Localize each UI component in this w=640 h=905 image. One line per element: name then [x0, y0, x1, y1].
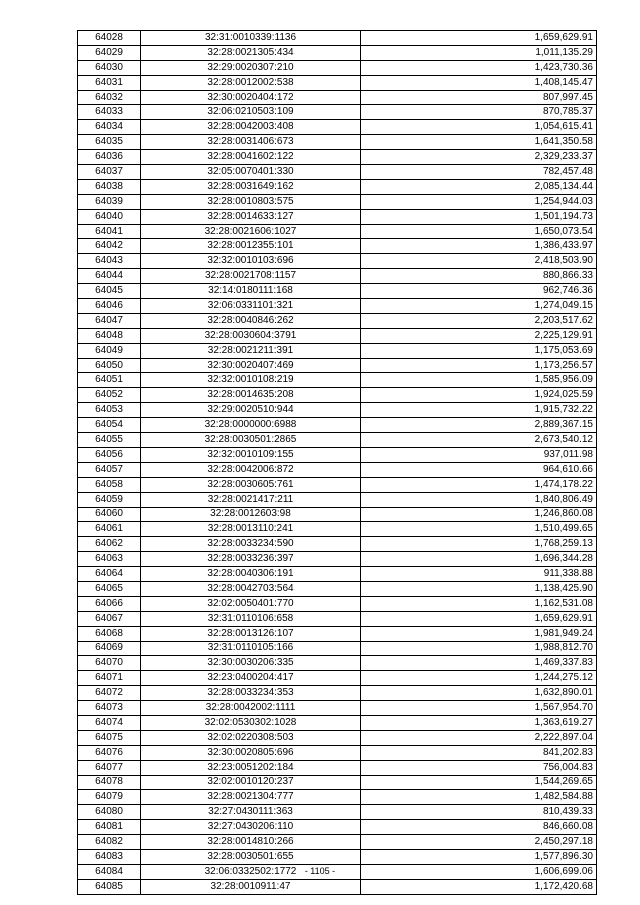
row-number-cell: 64038: [78, 179, 141, 194]
table-row: [78, 805, 597, 820]
cadastral-number-cell: 32:28:0021305:434: [141, 45, 361, 60]
row-number-cell: 64043: [78, 254, 141, 269]
value-cell: 2,673,540.12: [361, 433, 597, 448]
value-cell: 1,577,896.30: [361, 849, 597, 864]
table-row: [78, 194, 597, 209]
value-cell: 2,203,517.62: [361, 313, 597, 328]
table-row: [78, 641, 597, 656]
table-row: [78, 60, 597, 75]
cadastral-number-cell: 32:28:0012002:538: [141, 75, 361, 90]
value-cell: 1,768,259.13: [361, 537, 597, 552]
cadastral-number-cell: 32:28:0013126:107: [141, 626, 361, 641]
table-row: [78, 343, 597, 358]
value-cell: 1,054,615.41: [361, 120, 597, 135]
row-number-cell: 64074: [78, 715, 141, 730]
table-row: [78, 224, 597, 239]
value-cell: 1,510,499.65: [361, 522, 597, 537]
value-cell: 2,225,129.91: [361, 328, 597, 343]
value-cell: 1,650,073.54: [361, 224, 597, 239]
cadastral-number-cell: 32:30:0020805:696: [141, 745, 361, 760]
value-cell: 1,254,944.03: [361, 194, 597, 209]
row-number-cell: 64084: [78, 864, 141, 879]
table-row: [78, 150, 597, 165]
table-row: [78, 745, 597, 760]
cadastral-number-cell: 32:14:0180111:168: [141, 284, 361, 299]
cadastral-number-cell: 32:28:0012603:98: [141, 507, 361, 522]
cadastral-number-cell: 32:28:0033234:590: [141, 537, 361, 552]
table-row: [78, 835, 597, 850]
table-row: [78, 269, 597, 284]
row-number-cell: 64047: [78, 313, 141, 328]
row-number-cell: 64071: [78, 671, 141, 686]
value-cell: 2,418,503.90: [361, 254, 597, 269]
value-cell: 962,746.36: [361, 284, 597, 299]
row-number-cell: 64058: [78, 477, 141, 492]
cadastral-number-cell: 32:28:0042703:564: [141, 581, 361, 596]
value-cell: 841,202.83: [361, 745, 597, 760]
table-row: [78, 701, 597, 716]
table-row: [78, 671, 597, 686]
table-row: [78, 522, 597, 537]
value-cell: 1,501,194.73: [361, 209, 597, 224]
value-cell: 2,085,134.44: [361, 179, 597, 194]
table-row: [78, 730, 597, 745]
row-number-cell: 64076: [78, 745, 141, 760]
row-number-cell: 64032: [78, 90, 141, 105]
cadastral-number-cell: 32:02:0220308:503: [141, 730, 361, 745]
value-cell: 1,246,860.08: [361, 507, 597, 522]
cadastral-number-cell: 32:27:0430206:110: [141, 820, 361, 835]
row-number-cell: 64051: [78, 373, 141, 388]
value-cell: 1,408,145.47: [361, 75, 597, 90]
cadastral-number-cell: 32:28:0042006:872: [141, 462, 361, 477]
value-cell: 807,997.45: [361, 90, 597, 105]
cadastral-number-cell: 32:30:0020407:469: [141, 358, 361, 373]
row-number-cell: 64067: [78, 611, 141, 626]
table-row: [78, 552, 597, 567]
row-number-cell: 64083: [78, 849, 141, 864]
table-row: [78, 790, 597, 805]
table-row: [78, 105, 597, 120]
row-number-cell: 64080: [78, 805, 141, 820]
value-cell: 1,423,730.36: [361, 60, 597, 75]
cadastral-number-cell: 32:31:0110106:658: [141, 611, 361, 626]
value-cell: 1,981,949.24: [361, 626, 597, 641]
cadastral-number-cell: 32:02:0530302:1028: [141, 715, 361, 730]
table-row: [78, 120, 597, 135]
value-cell: 846,660.08: [361, 820, 597, 835]
row-number-cell: 64039: [78, 194, 141, 209]
value-cell: 937,011.98: [361, 447, 597, 462]
table-row: [78, 849, 597, 864]
table-row: [78, 537, 597, 552]
value-cell: 810,439.33: [361, 805, 597, 820]
value-cell: 756,004.83: [361, 760, 597, 775]
row-number-cell: 64055: [78, 433, 141, 448]
cadastral-number-cell: 32:06:0332502:1772: [141, 864, 361, 879]
table-row: [78, 254, 597, 269]
row-number-cell: 64056: [78, 447, 141, 462]
value-cell: 1,173,256.57: [361, 358, 597, 373]
cadastral-number-cell: 32:28:0042002:1111: [141, 701, 361, 716]
row-number-cell: 64063: [78, 552, 141, 567]
table-row: [78, 358, 597, 373]
row-number-cell: 64050: [78, 358, 141, 373]
row-number-cell: 64065: [78, 581, 141, 596]
cadastral-number-cell: 32:28:0031406:673: [141, 135, 361, 150]
cadastral-number-cell: 32:32:0010103:696: [141, 254, 361, 269]
row-number-cell: 64079: [78, 790, 141, 805]
cadastral-number-cell: 32:28:0021708:1157: [141, 269, 361, 284]
table-row: [78, 477, 597, 492]
value-cell: 1,363,619.27: [361, 715, 597, 730]
value-cell: 2,889,367.15: [361, 418, 597, 433]
cadastral-number-cell: 32:06:0210503:109: [141, 105, 361, 120]
row-number-cell: 64068: [78, 626, 141, 641]
row-number-cell: 64064: [78, 567, 141, 582]
value-cell: 782,457.48: [361, 165, 597, 180]
cadastral-number-cell: 32:30:0030206:335: [141, 656, 361, 671]
row-number-cell: 64077: [78, 760, 141, 775]
value-cell: 1,011,135.29: [361, 45, 597, 60]
row-number-cell: 64036: [78, 150, 141, 165]
value-cell: 2,222,897.04: [361, 730, 597, 745]
value-cell: 1,244,275.12: [361, 671, 597, 686]
table-row: [78, 507, 597, 522]
row-number-cell: 64031: [78, 75, 141, 90]
cadastral-number-cell: 32:28:0021606:1027: [141, 224, 361, 239]
cadastral-number-cell: 32:23:0051202:184: [141, 760, 361, 775]
table-row: [78, 165, 597, 180]
table-row: [78, 31, 597, 46]
value-cell: 1,386,433.97: [361, 239, 597, 254]
table-body: [78, 31, 597, 895]
table-row: [78, 388, 597, 403]
cadastral-number-cell: 32:28:0014633:127: [141, 209, 361, 224]
table-row: [78, 328, 597, 343]
cadastral-number-cell: 32:30:0020404:172: [141, 90, 361, 105]
row-number-cell: 64070: [78, 656, 141, 671]
cadastral-number-cell: 32:29:0020510:944: [141, 403, 361, 418]
table-row: [78, 879, 597, 894]
row-number-cell: 64085: [78, 879, 141, 894]
value-cell: 880,866.33: [361, 269, 597, 284]
cadastral-number-cell: 32:29:0020307:210: [141, 60, 361, 75]
table-row: [78, 462, 597, 477]
table-row: [78, 447, 597, 462]
cadastral-number-cell: 32:05:0070401:330: [141, 165, 361, 180]
value-cell: 1,274,049.15: [361, 299, 597, 314]
row-number-cell: 64061: [78, 522, 141, 537]
cadastral-number-cell: 32:28:0010911:47: [141, 879, 361, 894]
table-row: [78, 239, 597, 254]
value-cell: 2,450,297.18: [361, 835, 597, 850]
value-cell: 1,696,344.28: [361, 552, 597, 567]
value-cell: 1,162,531.08: [361, 596, 597, 611]
cadastral-number-cell: 32:28:0030501:2865: [141, 433, 361, 448]
cadastral-number-cell: 32:28:0031649:162: [141, 179, 361, 194]
value-cell: 1,606,699.06: [361, 864, 597, 879]
page-number: - 1105 -: [304, 866, 336, 876]
value-cell: 1,474,178.22: [361, 477, 597, 492]
row-number-cell: 64057: [78, 462, 141, 477]
value-cell: 870,785.37: [361, 105, 597, 120]
row-number-cell: 64046: [78, 299, 141, 314]
row-number-cell: 64045: [78, 284, 141, 299]
table-row: [78, 90, 597, 105]
table-row: [78, 715, 597, 730]
cadastral-number-cell: 32:32:0010109:155: [141, 447, 361, 462]
cadastral-number-cell: 32:23:0400204:417: [141, 671, 361, 686]
table-row: [78, 581, 597, 596]
row-number-cell: 64054: [78, 418, 141, 433]
row-number-cell: 64066: [78, 596, 141, 611]
value-cell: 1,915,732.22: [361, 403, 597, 418]
value-cell: 964,610.66: [361, 462, 597, 477]
value-cell: 1,567,954.70: [361, 701, 597, 716]
cadastral-number-cell: 32:28:0033234:353: [141, 686, 361, 701]
value-cell: 1,482,584.88: [361, 790, 597, 805]
table-row: [78, 626, 597, 641]
table-row: [78, 820, 597, 835]
row-number-cell: 64028: [78, 31, 141, 46]
row-number-cell: 64060: [78, 507, 141, 522]
table-row: [78, 403, 597, 418]
table-row: [78, 656, 597, 671]
row-number-cell: 64081: [78, 820, 141, 835]
row-number-cell: 64073: [78, 701, 141, 716]
table-row: [78, 492, 597, 507]
value-cell: 2,329,233.37: [361, 150, 597, 165]
cadastral-number-cell: 32:28:0033236:397: [141, 552, 361, 567]
value-cell: 1,659,629.91: [361, 611, 597, 626]
cadastral-number-cell: 32:28:0021417:211: [141, 492, 361, 507]
row-number-cell: 64052: [78, 388, 141, 403]
row-number-cell: 64040: [78, 209, 141, 224]
cadastral-number-cell: 32:27:0430111:363: [141, 805, 361, 820]
row-number-cell: 64030: [78, 60, 141, 75]
table-row: [78, 418, 597, 433]
row-number-cell: 64062: [78, 537, 141, 552]
row-number-cell: 64048: [78, 328, 141, 343]
cadastral-number-cell: 32:28:0021211:391: [141, 343, 361, 358]
cadastral-number-cell: 32:02:0010120:237: [141, 775, 361, 790]
cadastral-number-cell: 32:31:0010339:1136: [141, 31, 361, 46]
row-number-cell: 64082: [78, 835, 141, 850]
cadastral-number-cell: 32:28:0030605:761: [141, 477, 361, 492]
value-cell: 1,544,269.65: [361, 775, 597, 790]
cadastral-number-cell: 32:32:0010108:219: [141, 373, 361, 388]
cadastral-number-cell: 32:02:0050401:770: [141, 596, 361, 611]
value-cell: 1,659,629.91: [361, 31, 597, 46]
cadastral-number-cell: 32:28:0000000:6988: [141, 418, 361, 433]
value-cell: 1,469,337.83: [361, 656, 597, 671]
row-number-cell: 64044: [78, 269, 141, 284]
table-row: [78, 209, 597, 224]
row-number-cell: 64033: [78, 105, 141, 120]
table-row: [78, 313, 597, 328]
value-cell: 1,924,025.59: [361, 388, 597, 403]
row-number-cell: 64059: [78, 492, 141, 507]
row-number-cell: 64069: [78, 641, 141, 656]
row-number-cell: 64072: [78, 686, 141, 701]
cadastral-number-cell: 32:28:0040306:191: [141, 567, 361, 582]
cadastral-number-cell: 32:28:0012355:101: [141, 239, 361, 254]
cadastral-number-cell: 32:28:0013110:241: [141, 522, 361, 537]
cadastral-number-cell: 32:28:0010803:575: [141, 194, 361, 209]
row-number-cell: 64053: [78, 403, 141, 418]
value-cell: 1,840,806.49: [361, 492, 597, 507]
row-number-cell: 64049: [78, 343, 141, 358]
value-cell: 1,641,350.58: [361, 135, 597, 150]
value-cell: 911,338.88: [361, 567, 597, 582]
value-cell: 1,988,812.70: [361, 641, 597, 656]
row-number-cell: 64034: [78, 120, 141, 135]
table-row: [78, 596, 597, 611]
table-row: [78, 775, 597, 790]
cadastral-number-cell: 32:28:0041602:122: [141, 150, 361, 165]
cadastral-number-cell: 32:28:0014810:266: [141, 835, 361, 850]
cadastral-value-table: [77, 30, 597, 895]
cadastral-number-cell: 32:28:0030604:3791: [141, 328, 361, 343]
row-number-cell: 64041: [78, 224, 141, 239]
table-row: [78, 45, 597, 60]
table-row: [78, 284, 597, 299]
cadastral-number-cell: 32:28:0021304:777: [141, 790, 361, 805]
row-number-cell: 64029: [78, 45, 141, 60]
cadastral-number-cell: 32:28:0014635:208: [141, 388, 361, 403]
table-row: [78, 75, 597, 90]
table-row: [78, 373, 597, 388]
value-cell: 1,585,956.09: [361, 373, 597, 388]
value-cell: 1,138,425.90: [361, 581, 597, 596]
cadastral-number-cell: 32:31:0110105:166: [141, 641, 361, 656]
row-number-cell: 64075: [78, 730, 141, 745]
table-row: [78, 567, 597, 582]
table-row: [78, 686, 597, 701]
table-row: [78, 760, 597, 775]
table-row: [78, 179, 597, 194]
value-cell: 1,632,890.01: [361, 686, 597, 701]
row-number-cell: 64078: [78, 775, 141, 790]
cadastral-number-cell: 32:28:0040846:262: [141, 313, 361, 328]
cadastral-number-cell: 32:28:0030501:655: [141, 849, 361, 864]
table-row: [78, 299, 597, 314]
cadastral-number-cell: 32:28:0042003:408: [141, 120, 361, 135]
cadastral-number-cell: 32:06:0331101:321: [141, 299, 361, 314]
row-number-cell: 64035: [78, 135, 141, 150]
row-number-cell: 64042: [78, 239, 141, 254]
table-row: [78, 433, 597, 448]
value-cell: 1,172,420.68: [361, 879, 597, 894]
table-row: [78, 611, 597, 626]
table-row: [78, 135, 597, 150]
value-cell: 1,175,053.69: [361, 343, 597, 358]
row-number-cell: 64037: [78, 165, 141, 180]
